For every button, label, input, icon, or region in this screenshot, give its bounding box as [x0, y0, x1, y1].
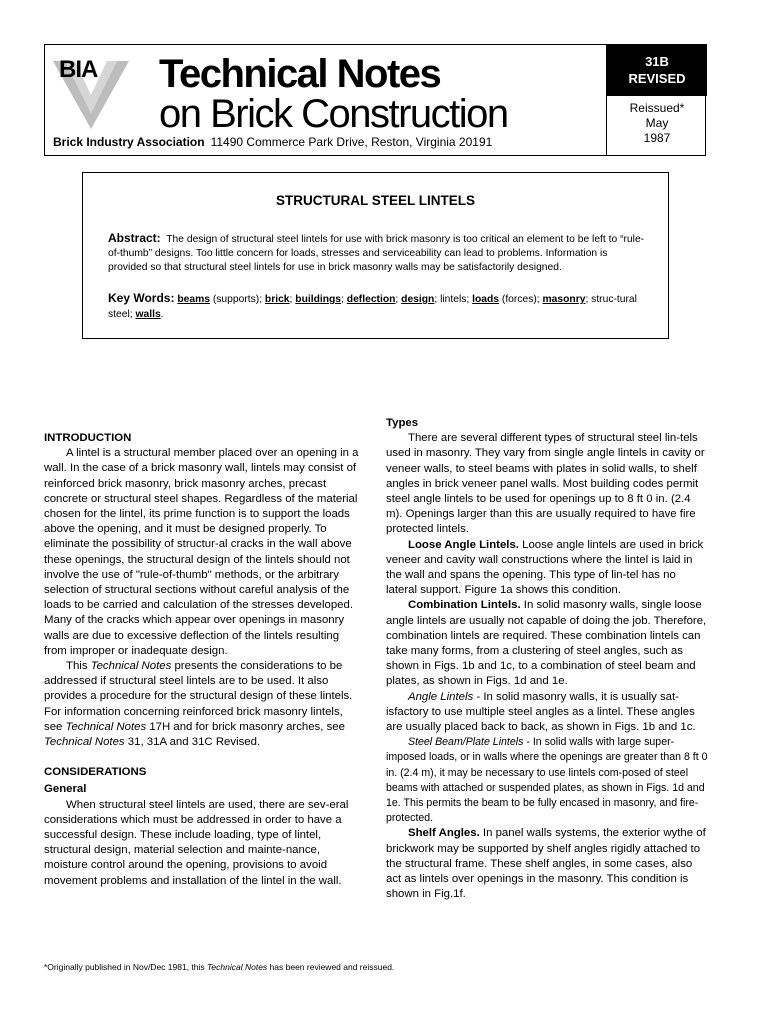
text-run: has been reviewed and reissued. — [267, 962, 395, 972]
text-run: This — [66, 660, 91, 673]
keyword-sep: (forces); — [499, 294, 543, 305]
badge-month: May — [645, 116, 669, 130]
text-run: In panel walls systems, the exterior wythe of brickwork may be supported by shelf angles rigidly attached to the structural frame. These shelf angles, in some cases, also act as lintels over openings in the masonry. This condition is shown in Fig.1f. — [386, 827, 706, 901]
loose-angle-heading: Loose Angle Lintels. — [408, 538, 519, 551]
keyword-loads: loads — [472, 294, 500, 305]
keyword-brick: brick — [264, 294, 290, 305]
keyword-sep: (supports); — [209, 294, 265, 305]
heading-introduction: INTRODUCTION — [44, 432, 132, 444]
keyword-masonry: masonry — [542, 294, 586, 305]
keyword-beams: beams — [177, 294, 210, 305]
title-technical-notes: Technical Notes — [159, 52, 441, 96]
loose-angle-paragraph — [386, 538, 708, 599]
text-run: - In solid masonry walls, it is usually sat-isfactory to use multiple steel angles as a lintel. These angles are usually placed back to back, as shown in Figs. 1b and 1c. — [386, 690, 696, 734]
heading-types: Types — [386, 417, 419, 429]
keyword-deflection: deflection — [346, 294, 396, 305]
abstract-label: Abstract: — [108, 231, 161, 245]
badge-status: REVISED — [628, 71, 686, 86]
general-paragraph: When structural steel lintels are used, there are sev-eral considerations which must be addressed in order to have a successful design. These include loading, type of lintel, structural design, material selection and mainte-nance, moisture control around the opening, provisions to avoid movement problems and installation of the lintel in the wall. — [44, 798, 349, 887]
heading-considerations: CONSIDERATIONS — [44, 766, 147, 779]
badge-number: 31B — [645, 54, 669, 69]
angle-lintels-paragraph — [386, 690, 708, 736]
abstract-box — [82, 172, 669, 339]
keyword-sep: . — [160, 309, 164, 320]
keyword-sep: ; — [341, 294, 347, 305]
keyword-buildings: buildings — [295, 294, 342, 305]
badge-reissued: Reissued* — [629, 101, 685, 115]
shelf-angles-heading: Shelf Angles. — [408, 827, 480, 840]
keyword-walls: walls — [135, 309, 161, 320]
svg-text:BIA: BIA — [59, 56, 98, 83]
association-line — [53, 135, 492, 149]
text-run: - In solid walls with large super-imposed loads, or in walls where the openings are greater than 8 ft 0 in. (2.4 m), it may be necessary to use lintels com-posed of steel beams with attached or suspended plates, as shown in Figs. 1d and 1e. This permits the beam to be fully encased in masonry, and fire-protected. — [386, 736, 708, 825]
left-column — [44, 431, 362, 889]
badge-number-block — [607, 44, 707, 96]
text-run: In solid masonry walls, single loose angle lintels are usually not capable of doing the job. Therefore, combination lintels are required. These combination lintels can take many forms, from a clustering of steel angles, such as shown in Figs. 1b and 1c, to a combination of steel beam and plates, as shown in Figs. 1d and 1e. — [386, 599, 707, 688]
issue-badge — [606, 44, 707, 156]
italic-run: Technical Notes — [90, 660, 172, 673]
keyword-design: design — [401, 294, 435, 305]
text-run: *Originally published in Nov/Dec 1981, this — [44, 962, 208, 972]
beam-plate-heading: Steel Beam/Plate Lintels — [408, 736, 524, 749]
intro-paragraph-1: A lintel is a structural member placed over an opening in a wall. In the case of a brick masonry wall, lintels may consist of reinforced brick masonry, brick masonry arches, precast concrete or structural steel shapes. Regardless of the material chosen for the lintel, its prime function is to support the loads above the opening, and it must be designed properly. To eliminate the possibility of structur-al cracks in the wall above these openings, the structural design of the lintels should not involve the use of "rule-of-thumb" methods, or the arbitrary selection of structural sections without careful analysis of the loads to be carried and calculation of the stresses developed. Many of the cracks which appear over openings in masonry walls are due to excessive deflection of the lintels resulting from improper or inadequate design. — [44, 447, 359, 657]
italic-run: Technical Notes — [207, 962, 268, 972]
document-header — [44, 44, 706, 156]
heading-general: General — [44, 783, 87, 796]
angle-lintels-heading: Angle Lintels — [408, 690, 474, 703]
combination-paragraph — [386, 598, 708, 689]
keyword-sep: ; — [289, 294, 296, 305]
footnote — [44, 962, 394, 972]
association-address: 11490 Commerce Park Drive, Reston, Virginia 20191 — [210, 135, 493, 149]
abstract-text: The design of structural steel lintels for use with brick masonry is too critical an element to be left to “rule-of-thumb” designs. Too little concern for loads, stresses and serviceability can lead to problems. Information is provided so that structural steel lintels for use in brick masonry walls may be satisfactorily designed. — [108, 234, 645, 273]
combination-heading: Combination Lintels. — [408, 599, 521, 612]
shelf-angles-paragraph — [386, 826, 708, 902]
text-run: presents the considerations to be addressed if structural steel lintels are to be used. It also provides a procedure for the structural design of these lintels. For information concerning reinforced brick masonry lintels, see — [44, 660, 353, 733]
italic-run: Technical Notes — [65, 720, 147, 733]
badge-date-block — [607, 96, 707, 146]
spacer — [44, 750, 362, 765]
keyword-sep: ; struc-tural steel; — [108, 294, 637, 320]
badge-year: 1987 — [643, 131, 671, 145]
right-column — [386, 416, 708, 903]
beam-plate-paragraph — [386, 735, 708, 826]
keywords-paragraph — [108, 291, 646, 322]
text-run: Loose angle lintels are used in brick veneer and cavity wall constructions where the lintel is laid in the wall and spans the opening. This type of lin-tel has no lateral support. Figure 1a shows this condition. — [386, 538, 704, 597]
title-brick-construction: on Brick Construction — [159, 92, 508, 136]
italic-run: Technical Notes — [44, 736, 125, 749]
keyword-sep: ; lintels; — [434, 294, 473, 305]
types-paragraph: There are several different types of structural steel lin-tels used in masonry. They vary from single angle lintels in cavity or veneer walls, to steel beams with plates in solid walls, to shelf angles in brick veneer panel walls. Most building codes permit steel angle lintels to be used for openings up to 8 ft 0 in. (2.4 m). Openings larger than this are usually required to have fire protected lintels. — [386, 432, 705, 536]
document-title: STRUCTURAL STEEL LINTELS — [275, 193, 475, 208]
association-name: Brick Industry Association — [53, 135, 205, 149]
intro-paragraph-2 — [44, 659, 362, 750]
bia-logo — [51, 51, 131, 131]
keyword-sep: ; — [395, 294, 402, 305]
text-run: 31, 31A and 31C Revised. — [124, 736, 261, 749]
keywords-label: Key Words: — [108, 291, 175, 305]
text-run: 17H and for brick masonry arches, see — [146, 720, 345, 733]
abstract-paragraph — [108, 231, 646, 275]
